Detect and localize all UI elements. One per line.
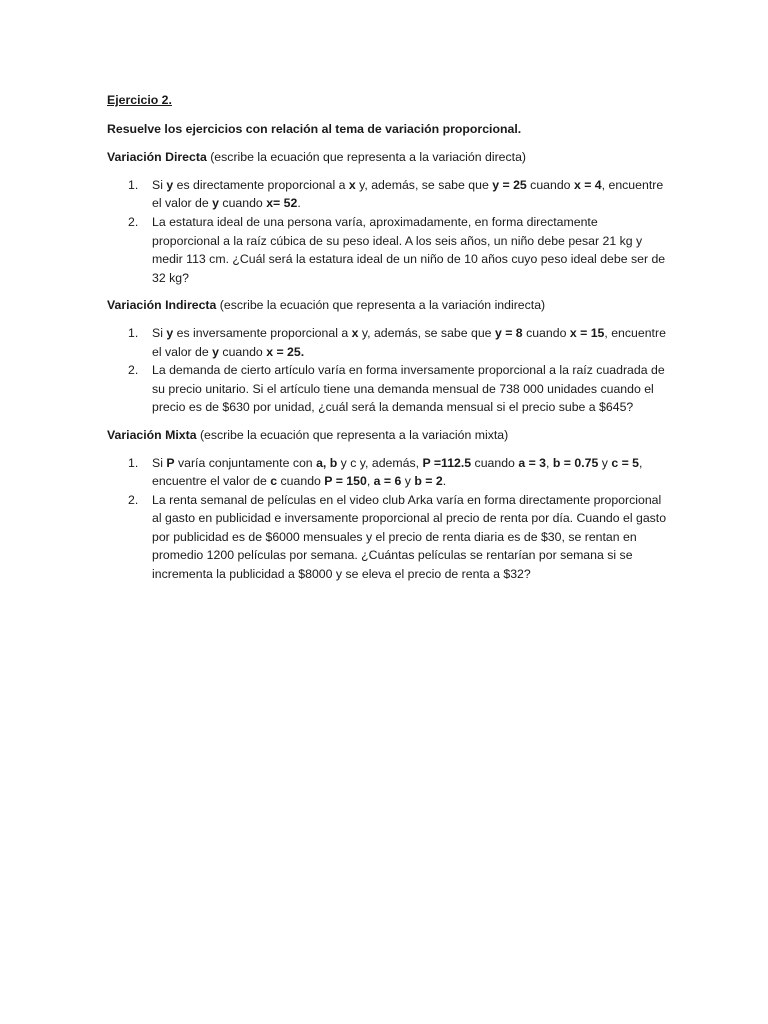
item-text: es directamente proporcional a	[173, 177, 349, 192]
item-text: , encuentre el valor de	[152, 455, 643, 489]
section-heading-note: (escribe la ecuación que representa a la variación indirecta)	[216, 298, 546, 313]
bold-term: x = 15	[569, 325, 605, 340]
list-item	[107, 454, 667, 491]
exercise-list	[107, 176, 667, 288]
item-text: La estatura ideal de una persona varía, aproximadamente, en forma directamente proporcional a la raíz cúbica de su peso ideal. A los seis años, un niño debe pesar 21 kg y medir 113 cm. ¿Cuál será la estatura ideal de un niño de 10 años cuyo peso ideal debe ser de 32 kg?	[152, 214, 666, 285]
bold-term: a, b	[316, 455, 338, 470]
list-item	[107, 491, 667, 584]
list-item	[107, 213, 667, 287]
bold-term: c = 5	[611, 455, 640, 470]
item-text: cuando	[526, 177, 574, 192]
bold-term: b = 2	[414, 474, 443, 489]
list-number: 2.	[128, 363, 139, 378]
item-text: .	[297, 196, 301, 211]
instruction-text: Resuelve los ejercicios con relación al tema de variación proporcional.	[107, 121, 522, 136]
section-heading-variacion-directa	[107, 148, 667, 167]
item-text: Si	[152, 455, 167, 470]
item-text: y	[401, 474, 415, 489]
section-heading-variacion-mixta	[107, 426, 667, 445]
item-text: varía conjuntamente con	[174, 455, 317, 470]
bold-term: y = 8	[494, 325, 523, 340]
list-number: 1.	[128, 177, 139, 192]
bold-term: x = 25.	[266, 344, 305, 359]
section-heading-note: (escribe la ecuación que representa a la variación directa)	[206, 150, 527, 165]
section-heading-variacion-indirecta	[107, 296, 667, 315]
bold-term: y	[166, 177, 174, 192]
bold-term: a = 3	[518, 455, 547, 470]
item-text: ,	[546, 455, 553, 470]
bold-term: y	[212, 196, 219, 211]
item-text: y c y, además,	[337, 455, 423, 470]
document-body	[107, 91, 667, 593]
exercise-list	[107, 454, 667, 584]
bold-term: y = 25	[492, 177, 527, 192]
item-text: ,	[366, 474, 374, 489]
item-text: y	[598, 455, 612, 470]
bold-term: x	[351, 325, 359, 340]
bold-term: x= 52	[266, 196, 298, 211]
exercise-title: Ejercicio 2.	[107, 93, 172, 107]
item-text: Si	[152, 325, 167, 340]
bold-term: P =112.5	[422, 455, 472, 470]
item-text: y, además, se sabe que	[358, 325, 495, 340]
item-text: , encuentre el valor de	[152, 177, 664, 211]
sections-container	[107, 148, 667, 583]
list-item	[107, 324, 667, 361]
list-number: 2.	[128, 492, 139, 507]
item-text: es inversamente proporcional a	[173, 325, 352, 340]
item-text: La demanda de cierto artículo varía en forma inversamente proporcional a la raíz cuadrada de su precio unitario. Si el artículo tiene una demanda mensual de 738 000 unidades cuando el precio es de $630 por unidad, ¿cuál será la demanda mensual si el precio sube a $645?	[152, 363, 665, 415]
bold-term: y	[212, 344, 219, 359]
section-heading-label: Variación Mixta	[107, 427, 197, 442]
section-heading-label: Variación Indirecta	[107, 298, 217, 313]
item-text: y, además, se sabe que	[355, 177, 493, 192]
bold-term: x	[348, 177, 356, 192]
section-heading-note: (escribe la ecuación que representa a la variación mixta)	[196, 427, 509, 442]
item-text: Si	[152, 177, 167, 192]
bold-term: b = 0.75	[552, 455, 599, 470]
list-number: 1.	[128, 455, 139, 470]
bold-term: c	[270, 474, 278, 489]
item-text: cuando	[522, 325, 570, 340]
list-number: 2.	[128, 214, 139, 229]
section-heading-label: Variación Directa	[107, 150, 207, 165]
bold-term: y	[166, 325, 174, 340]
list-number: 1.	[128, 325, 139, 340]
bold-term: x = 4	[573, 177, 602, 192]
list-item	[107, 176, 667, 213]
item-text: .	[442, 474, 447, 489]
item-text: , encuentre el valor de	[152, 325, 666, 359]
exercise-list	[107, 324, 667, 417]
bold-term: P = 150	[324, 474, 367, 489]
bold-term: P	[166, 455, 175, 470]
item-text: cuando	[277, 474, 325, 489]
bold-term: a = 6	[373, 474, 402, 489]
list-item	[107, 361, 667, 417]
item-text: cuando	[219, 344, 267, 359]
item-text: cuando	[471, 455, 519, 470]
item-text: La renta semanal de películas en el video club Arka varía en forma directamente proporcional al gasto en publicidad e inversamente proporcional al precio de renta por día. Cuando el gasto por publicidad es de $6000 mensuales y el precio de renta diaria es de $30, se rentan en promedio 1200 películas por semana. ¿Cuántas películas se rentarían por semana si se incrementa la publicidad a $8000 y se eleva el precio de renta a $32?	[152, 492, 667, 582]
item-text: cuando	[219, 196, 267, 211]
